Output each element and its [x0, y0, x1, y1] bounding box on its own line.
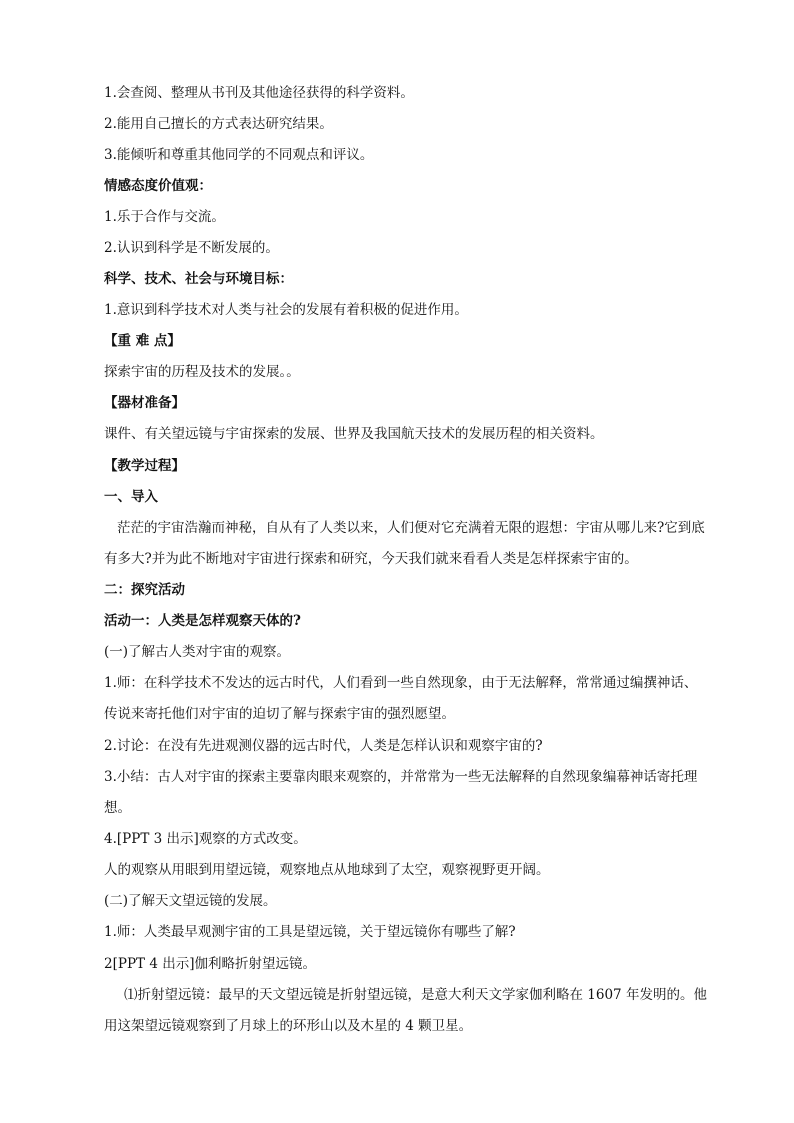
section-heading: 情感态度价值观：: [104, 178, 212, 194]
text-line: 2[PPT 4 出示]伽利略折射望远镜。: [104, 956, 316, 972]
text-line: 课件、有关望远镜与宇宙探索的发展、世界及我国航天技术的发展历程的相关资料。: [104, 426, 604, 442]
text-line: 有多大?并为此不断地对宇宙进行探索和研究，今天我们就来看看人类是怎样探索宇宙的。: [104, 551, 638, 567]
text-line: 茫茫的宇宙浩瀚而神秘，自从有了人类以来，人们便对它充满着无限的遐想：宇宙从哪儿来?它到底: [117, 520, 705, 536]
text-line: 探索宇宙的历程及技术的发展。。: [104, 364, 300, 380]
text-line: (二)了解天文望远镜的发展。: [104, 893, 277, 909]
text-line: 1.乐于合作与交流。: [104, 209, 225, 225]
text-line: (一)了解古人类对宇宙的观察。: [104, 644, 291, 660]
section-heading: 一、导入: [104, 489, 158, 505]
text-line: 3.小结：古人对宇宙的探索主要靠肉眼来观察的，并常常为一些无法解释的自然现象编幕神话寄托理: [104, 769, 698, 785]
section-heading: 【器材准备】: [104, 395, 185, 411]
text-line: 1.师：人类最早观测宇宙的工具是望远镜，关于望远镜你有哪些了解?: [104, 924, 516, 940]
section-heading: 【教学过程】: [104, 458, 185, 474]
text-line: 1.会查阅、整理从书刊及其他途径获得的科学资料。: [104, 85, 414, 101]
section-heading: 【重 难 点】: [104, 333, 181, 349]
text-line: 想。: [104, 800, 131, 816]
text-line: 3.能倾听和尊重其他同学的不同观点和评议。: [104, 147, 374, 163]
section-heading: 科学、技术、社会与环境目标：: [104, 271, 293, 287]
section-heading: 二：探究活动: [104, 582, 185, 598]
text-line: 用这架望远镜观察到了月球上的环形山以及木星的 4 颗卫星。: [104, 1018, 473, 1034]
text-line: 传说来寄托他们对宇宙的迫切了解与探索宇宙的强烈愿望。: [104, 706, 455, 722]
text-line: 人的观察从用眼到用望远镜，观察地点从地球到了太空，观察视野更开阔。: [104, 862, 550, 878]
text-line: 1.师：在科学技术不发达的远古时代，人们看到一些自然现象，由于无法解释，常常通过编撰神话、: [104, 675, 698, 691]
text-line: 1.意识到科学技术对人类与社会的发展有着积极的促进作用。: [104, 302, 468, 318]
text-line: 2.讨论：在没有先进观测仪器的远古时代，人类是怎样认识和观察宇宙的?: [104, 738, 543, 754]
section-heading: 活动一：人类是怎样观察天体的?: [104, 613, 301, 629]
text-line: ⑴折射望远镜：最早的天文望远镜是折射望远镜，是意大利天文学家伽利略在 1607 年发明的。他: [124, 987, 707, 1003]
text-line: 4.[PPT 3 出示]观察的方式改变。: [104, 831, 307, 847]
text-line: 2.能用自己擅长的方式表达研究结果。: [104, 116, 333, 132]
text-line: 2.认识到科学是不断发展的。: [104, 240, 279, 256]
